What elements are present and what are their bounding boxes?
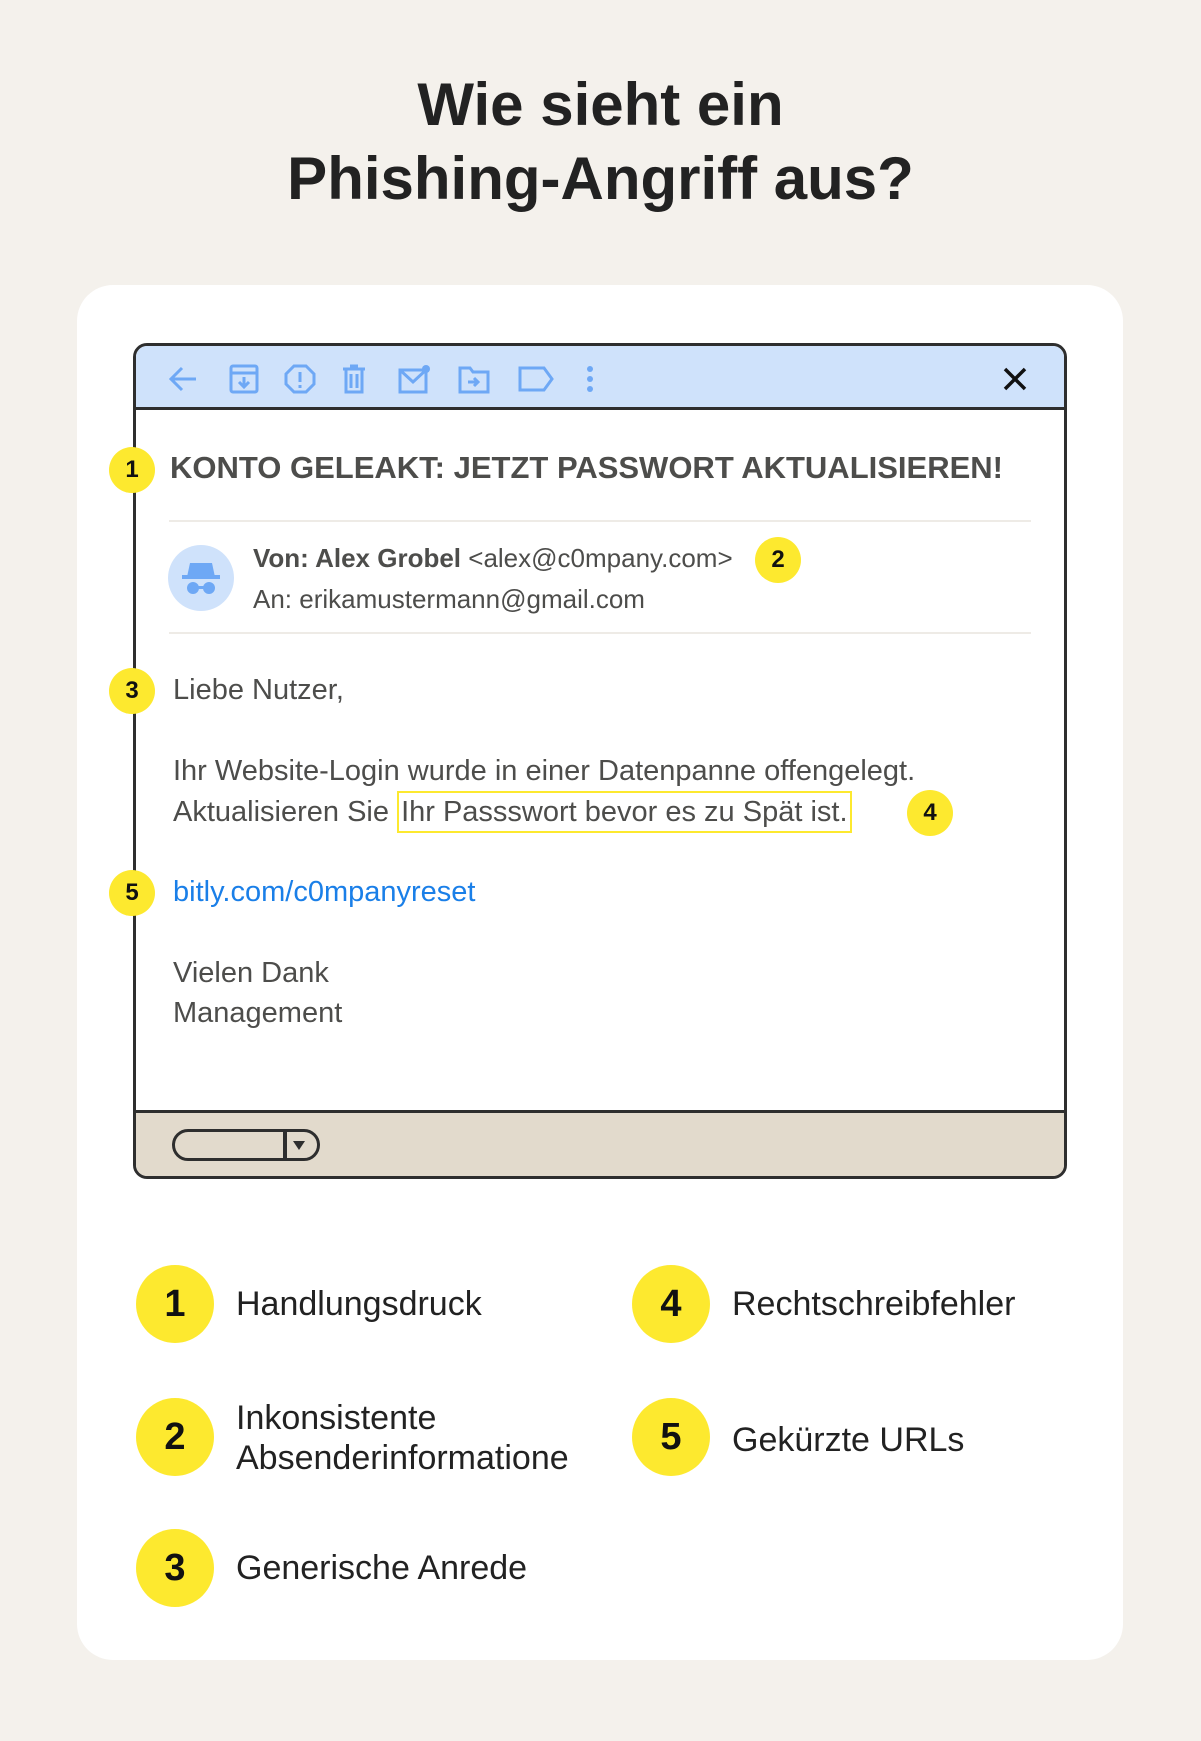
body-line-1: Ihr Website-Login wurde in einer Datenpanne offengelegt. [173, 755, 916, 787]
label-icon[interactable] [518, 364, 554, 394]
incognito-icon [181, 559, 221, 597]
misspelling-highlight: Ihr Passswort bevor es zu Spät ist. [397, 791, 851, 833]
email-footer [136, 1110, 1064, 1176]
legend-badge-2: 2 [136, 1398, 214, 1476]
badge-2: 2 [755, 537, 801, 583]
closing-line-1: Vielen Dank [173, 957, 329, 989]
sender-address: <alex@c0mpany.com> [468, 543, 733, 573]
badge-3: 3 [109, 668, 155, 714]
legend-label-2: Inkonsistente Absenderinformatione [236, 1399, 569, 1477]
recipient-line: An: erikamustermann@gmail.com [253, 584, 645, 614]
dropdown-select[interactable] [172, 1129, 320, 1161]
badge-1: 1 [109, 447, 155, 493]
closing-line-2: Management [173, 997, 343, 1029]
greeting: Liebe Nutzer, [173, 674, 344, 706]
trash-icon[interactable] [338, 364, 370, 394]
badge-4: 4 [907, 790, 953, 836]
legend-label-1: Handlungsdruck [236, 1285, 482, 1323]
legend-badge-4: 4 [632, 1265, 710, 1343]
badge-5: 5 [109, 870, 155, 916]
archive-icon[interactable] [228, 364, 260, 394]
legend-label-4: Rechtschreibfehler [732, 1285, 1016, 1323]
move-to-folder-icon[interactable] [458, 364, 490, 394]
phishing-link[interactable]: bitly.com/c0mpanyreset [173, 876, 476, 908]
email-subject: KONTO GELEAKT: JETZT PASSWORT AKTUALISIEREN! [170, 450, 1003, 485]
legend-badge-3: 3 [136, 1529, 214, 1607]
sender-line: Von: Alex Grobel <alex@c0mpany.com> [253, 543, 733, 573]
legend-badge-1: 1 [136, 1265, 214, 1343]
legend-label-3: Generische Anrede [236, 1549, 528, 1587]
spam-report-icon[interactable] [284, 364, 316, 394]
sender-avatar [168, 545, 234, 611]
divider [169, 632, 1031, 634]
mark-unread-icon[interactable] [398, 364, 430, 394]
legend-badge-5: 5 [632, 1398, 710, 1476]
dropdown-divider [283, 1129, 287, 1161]
chevron-down-icon [293, 1141, 305, 1150]
body-line-2: Aktualisieren Sie Ihr Passswort bevor es zu Spät ist. [173, 796, 852, 829]
divider [169, 520, 1031, 522]
close-icon[interactable] [1002, 364, 1028, 394]
page-title: Wie sieht ein Phishing-Angriff aus? [287, 71, 914, 212]
legend-label-5: Gekürzte URLs [732, 1421, 965, 1459]
back-arrow-icon[interactable] [168, 364, 200, 394]
email-toolbar [136, 346, 1064, 410]
more-options-icon[interactable] [584, 364, 596, 394]
